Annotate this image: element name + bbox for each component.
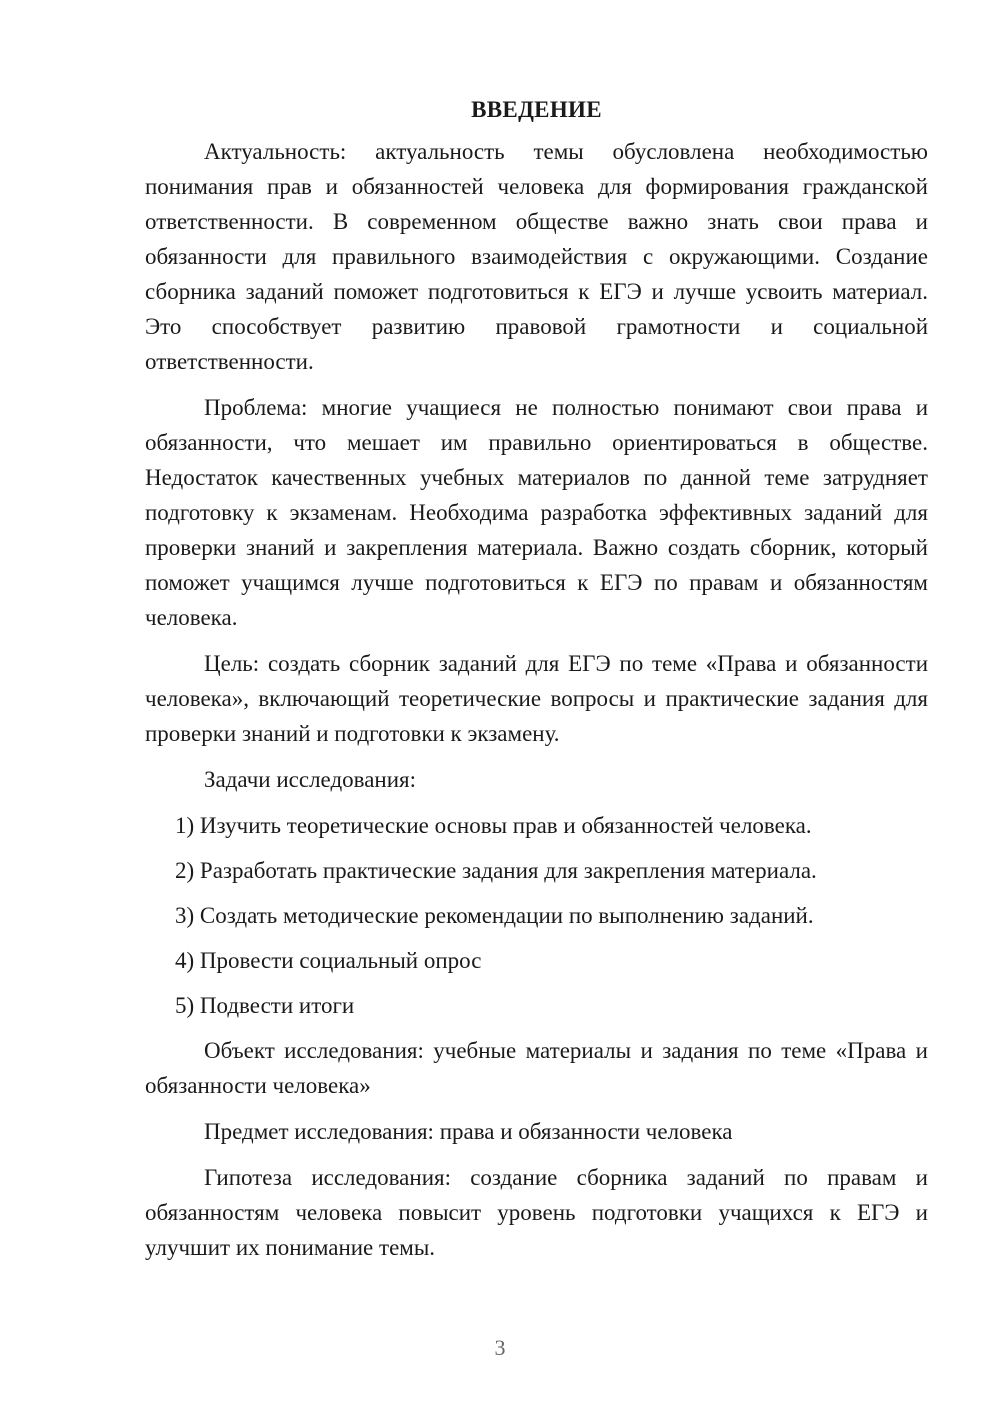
paragraph-hypothesis: Гипотеза исследования: создание сборника заданий по правам и обязанностям человека повысит уровень подготовки учащихся к ЕГЭ и улучшит их понимание темы. [145, 1165, 928, 1260]
page-title: ВВЕДЕНИЕ [471, 97, 602, 122]
list-item: 4) Провести социальный опрос [175, 948, 482, 973]
list-item: 2) Разработать практические задания для закрепления материала. [175, 858, 817, 883]
list-item: 1) Изучить теоретические основы прав и обязанностей человека. [175, 813, 812, 838]
paragraph-relevance: Актуальность: актуальность темы обусловлена необходимостью понимания прав и обязанностей человека для формирования гражданской ответственности. В современном обществе важно знать свои права и обязанности для правильного взаимодействия с окружающими. Создание сборника заданий поможет подготовиться к ЕГЭ и лучше усвоить материал. Это способствует развитию правовой грамотности и социальной ответственности. [145, 139, 928, 374]
tasks-list [145, 808, 928, 1023]
paragraph-subject: Предмет исследования: права и обязанности человека [204, 1119, 733, 1144]
paragraph-object: Объект исследования: учебные материалы и задания по теме «Права и обязанности человека» [145, 1038, 928, 1098]
paragraph-goal: Цель: создать сборник заданий для ЕГЭ по теме «Права и обязанности человека», включающий теоретические вопросы и практические задания для проверки знаний и подготовки к экзамену. [145, 651, 928, 746]
list-item: 3) Создать методические рекомендации по выполнению заданий. [175, 903, 814, 928]
list-item: 5) Подвести итоги [175, 993, 355, 1018]
paragraph-tasks-heading: Задачи исследования: [204, 767, 417, 792]
paragraph-problem: Проблема: многие учащиеся не полностью понимают свои права и обязанности, что мешает им правильно ориентироваться в обществе. Недостаток качественных учебных материалов по данной теме затрудняет подготовку к экзаменам. Необходима разработка эффективных заданий для проверки знаний и закрепления материала. Важно создать сборник, который поможет учащимся лучше подготовиться к ЕГЭ по правам и обязанностям человека. [145, 395, 928, 630]
page-content [145, 92, 928, 1276]
page-number: 3 [494, 1335, 506, 1360]
